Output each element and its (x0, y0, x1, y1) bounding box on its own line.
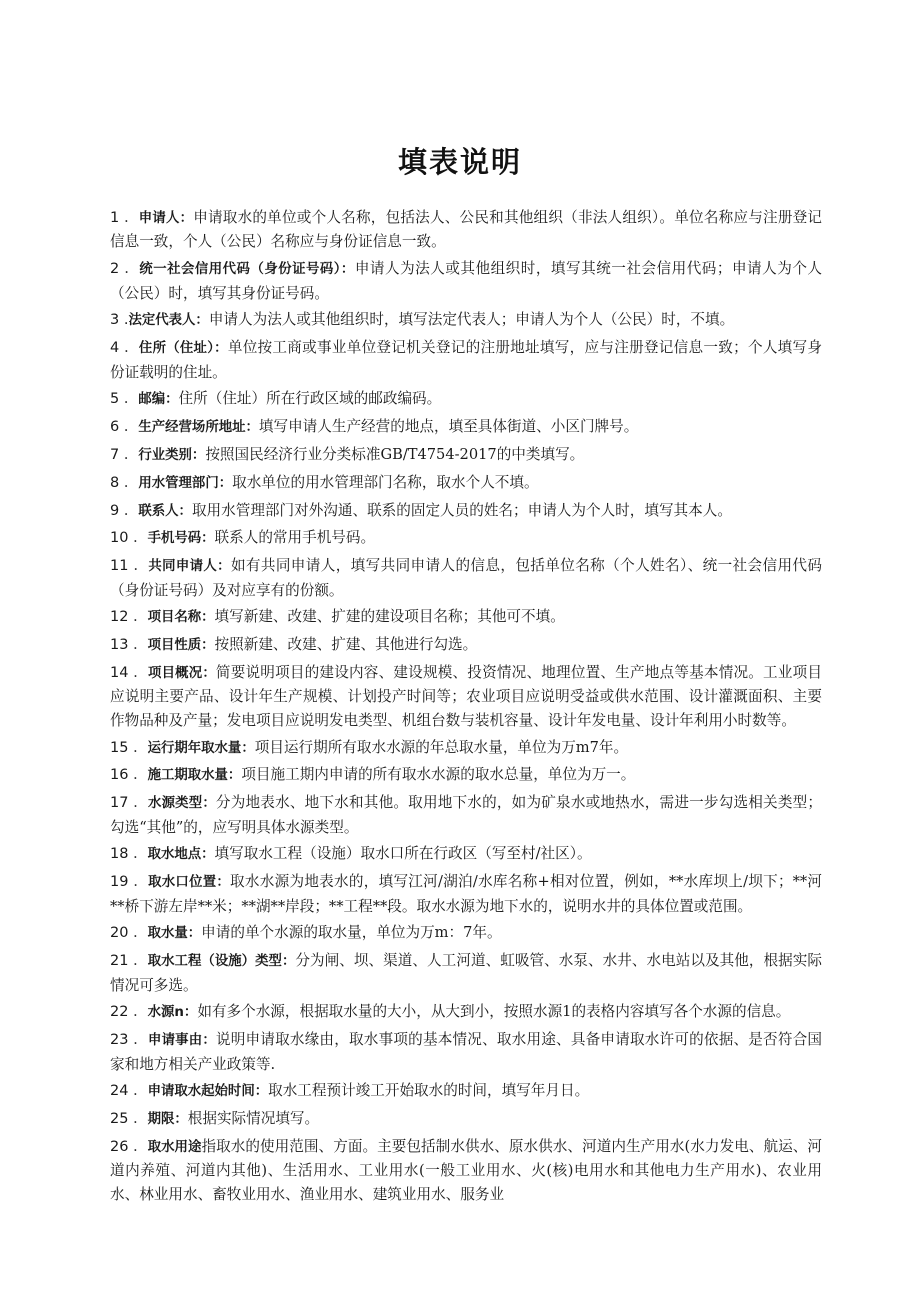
item-separator: ． (133, 1032, 148, 1049)
item-term: 法定代表人： (128, 313, 209, 329)
instruction-item (110, 1028, 822, 1076)
instruction-item (110, 791, 822, 839)
item-description: 按照新建、改建、扩建、其他进行勾选。 (214, 636, 478, 654)
instruction-item (110, 870, 822, 918)
item-number: 14 (110, 664, 129, 681)
item-number: 19 (110, 874, 129, 891)
item-term: 取水用途 (147, 1139, 202, 1155)
item-term: 项目概况： (148, 665, 216, 681)
item-separator: ． (133, 739, 148, 756)
item-number: 7 (110, 447, 120, 463)
item-separator: ． (133, 637, 148, 654)
item-description: 如有共同申请人，填写共同申请人的信息，包括单位名称（个人姓名）、统一社会信用代码（身份证号码）及对应享有的份额。 (110, 557, 822, 599)
item-number: 11 (110, 558, 129, 575)
item-term: 运行期年取水量： (147, 740, 255, 756)
item-separator: ． (133, 530, 148, 547)
item-separator: ． (133, 795, 148, 812)
instruction-item (110, 387, 822, 411)
item-term: 申请人： (138, 211, 194, 226)
item-number: 15 (110, 739, 129, 756)
item-description: 分为地表水、地下水和其他。取用地下水的，如为矿泉水或地热水，需进一步勾选相关类型；勾选“其他”的，应写明具体水源类型。 (110, 794, 823, 836)
item-term: 水源n： (147, 1005, 198, 1021)
item-number: 23 (110, 1032, 129, 1049)
instruction-item (110, 526, 822, 550)
item-number: 16 (110, 767, 129, 784)
item-separator: ． (124, 340, 139, 357)
item-number: 22 (110, 1004, 129, 1021)
instruction-item (110, 206, 822, 254)
instruction-item (110, 605, 822, 629)
item-term: 申请取水起始时间： (147, 1084, 269, 1100)
item-separator: ． (133, 1004, 148, 1021)
item-separator: ． (123, 502, 139, 519)
item-separator: ． (133, 558, 149, 575)
item-description: 联系人的常用手机号码。 (214, 529, 376, 547)
item-separator: ． (133, 609, 148, 626)
item-term: 取水工程（设施）类型： (147, 954, 296, 970)
instruction-item (110, 499, 822, 523)
item-term: 施工期取水量： (147, 768, 242, 784)
instruction-item (110, 921, 822, 945)
item-description: 申请人为法人或其他组织时，填写法定代表人；申请人为个人（公民）时，不填。 (208, 311, 735, 329)
item-term: 统一社会信用代码（身份证号码）： (139, 262, 355, 278)
item-description: 单位按工商或事业单位登记机关登记的注册地址填写，应与注册登记信息一致；个人填写身份证载明的住址。 (110, 339, 822, 381)
instruction-item (110, 949, 822, 997)
instruction-item (110, 308, 822, 332)
item-number: 10 (110, 530, 129, 547)
item-description: 住所（住址）所在行政区域的邮政编码。 (178, 390, 442, 408)
item-description: 取水单位的用水管理部门名称，取水个人不填。 (232, 473, 539, 491)
item-description: 按照国民经济行业分类标准GB/T4754-2017的中类填写。 (205, 446, 585, 463)
item-separator: ． (123, 447, 139, 463)
item-number: 21 (110, 953, 129, 970)
item-term: 取水地点： (147, 847, 215, 863)
item-separator: ． (133, 664, 148, 681)
item-number: 26 (110, 1138, 129, 1155)
item-term: 共同申请人： (148, 559, 231, 575)
instruction-item (110, 736, 822, 760)
instruction-item (110, 661, 822, 732)
instructions-list (110, 206, 822, 1210)
item-description: 项目施工期内申请的所有取水水源的取水总量，单位为万一。 (241, 766, 636, 784)
item-number: 3 (110, 312, 120, 329)
instruction-item (110, 1135, 822, 1206)
item-number: 20 (110, 925, 129, 942)
item-number: 25 (110, 1111, 129, 1128)
item-number: 18 (110, 846, 129, 863)
item-description: 填写申请人生产经营的地点，填至具体街道、小区门牌号。 (258, 418, 639, 436)
item-number: 24 (110, 1083, 129, 1100)
item-description: 简要说明项目的建设内容、建设规模、投资情况、地理位置、生产地点等基本情况。工业项目应说明主要产品、设计年生产规模、计划投产时间等；农业项目应说明受益或供水范围、设计灌溉面积、主要作物品种及产量；发电项目应说明发电类型、机组台数与装机容量、设计年发电量、设计年利用小时数等。 (110, 663, 823, 729)
item-separator: ． (133, 767, 148, 784)
instruction-item (110, 1107, 822, 1131)
item-number: 9 (110, 502, 120, 519)
instruction-item (110, 1079, 822, 1103)
item-term: 申请事由： (148, 1033, 216, 1049)
item-term: 行业类别： (138, 448, 206, 463)
item-term: 用水管理部门： (138, 475, 233, 491)
item-term: 项目名称： (147, 610, 215, 626)
instruction-item (110, 257, 822, 305)
item-term: 取水量： (147, 926, 202, 942)
item-separator: ． (124, 261, 140, 278)
item-term: 项目性质： (147, 638, 215, 654)
item-description: 取用水管理部门对外沟通、联系的固定人员的姓名；申请人为个人时，填写其本人。 (191, 501, 732, 519)
item-term: 取水口位置： (148, 875, 231, 891)
item-separator: ． (133, 1111, 148, 1128)
instruction-item (110, 471, 822, 495)
item-separator: ． (123, 391, 139, 408)
item-description: 根据实际情况填写。 (187, 1110, 320, 1128)
item-number: 2 (110, 261, 120, 278)
instruction-item (110, 633, 822, 657)
item-number: 5 (110, 391, 120, 408)
item-term: 手机号码： (147, 531, 215, 547)
item-description: 指取水的使用范围、方面。主要包括制水供水、原水供水、河道内生产用水(水力发电、航运、河道内养殖、河道内其他)、生活用水、工业用水(一般工业用水、火(核)电用水和其他电力生产用水)、农业用水、林业用水、畜牧业用水、渔业用水、建筑业用水、服务业 (110, 1137, 823, 1203)
item-term: 住所（住址）： (138, 341, 228, 357)
item-separator: ． (133, 846, 148, 863)
instruction-item (110, 842, 822, 866)
item-number: 6 (110, 419, 120, 436)
item-description: 填写新建、改建、扩建的建设项目名称；其他可不填。 (214, 608, 565, 626)
item-separator: ． (124, 210, 139, 226)
item-term: 邮编： (138, 392, 179, 408)
instruction-item (110, 554, 822, 602)
instruction-item (110, 763, 822, 787)
item-description: 分为闸、坝、渠道、人工河道、虹吸管、水泵、水井、水电站以及其他，根据实际情况可多选。 (110, 952, 823, 994)
item-description: 如有多个水源，根据取水量的大小，从大到小，按照水源1的表格内容填写各个水源的信息。 (197, 1003, 791, 1021)
item-separator: ． (133, 874, 149, 891)
item-separator: ． (133, 1138, 148, 1155)
item-separator: ． (123, 474, 139, 491)
item-term: 生产经营场所地址： (138, 420, 259, 436)
item-description: 说明申请取水缘由，取水事项的基本情况、取水用途、具备申请取水许可的依据、是否符合国家和地方相关产业政策等. (110, 1031, 823, 1073)
item-number: 12 (110, 609, 129, 626)
item-term: 水源类型： (148, 796, 216, 812)
page-title: 填表说明 (397, 145, 522, 179)
item-number: 17 (110, 795, 129, 812)
item-term: 联系人： (138, 503, 192, 519)
item-number: 1 (110, 210, 120, 226)
item-description: 填写取水工程（设施）取水口所在行政区（写至村/社区）。 (214, 845, 592, 863)
item-description: 项目运行期所有取水水源的年总取水量，单位为万m7年。 (254, 738, 629, 756)
item-separator: . (123, 312, 129, 329)
instruction-item (110, 443, 822, 467)
instruction-item (110, 336, 822, 384)
item-separator: ． (123, 419, 139, 436)
item-description: 申请的单个水源的取水量，单位为万m：7年。 (201, 924, 502, 942)
item-description: 申请人为法人或其他组织时，填写其统一社会信用代码；申请人为个人（公民）时，填写其身份证号码。 (110, 260, 822, 302)
item-separator: ． (133, 1083, 148, 1100)
instruction-item (110, 415, 822, 439)
item-description: 取水水源为地表水的，填写江河/湖泊/水库名称+相对位置，例如，**水库坝上/坝下；**河**桥下游左岸**米；**湖**岸段；**工程**段。取水水源为地下水的，说明水井的具体位置或范围。 (110, 873, 823, 915)
item-term: 期限： (147, 1112, 188, 1128)
instruction-item (110, 1000, 822, 1024)
item-number: 4 (110, 340, 120, 357)
item-separator: ． (133, 925, 148, 942)
item-description: 申请取水的单位或个人名称，包括法人、公民和其他组织（非法人组织）。单位名称应与注册登记信息一致，个人（公民）名称应与身份证信息一致。 (110, 209, 823, 251)
item-description: 取水工程预计竣工开始取水的时间，填写年月日。 (268, 1082, 590, 1100)
item-separator: ． (133, 953, 148, 970)
item-number: 13 (110, 637, 129, 654)
item-number: 8 (110, 474, 120, 491)
